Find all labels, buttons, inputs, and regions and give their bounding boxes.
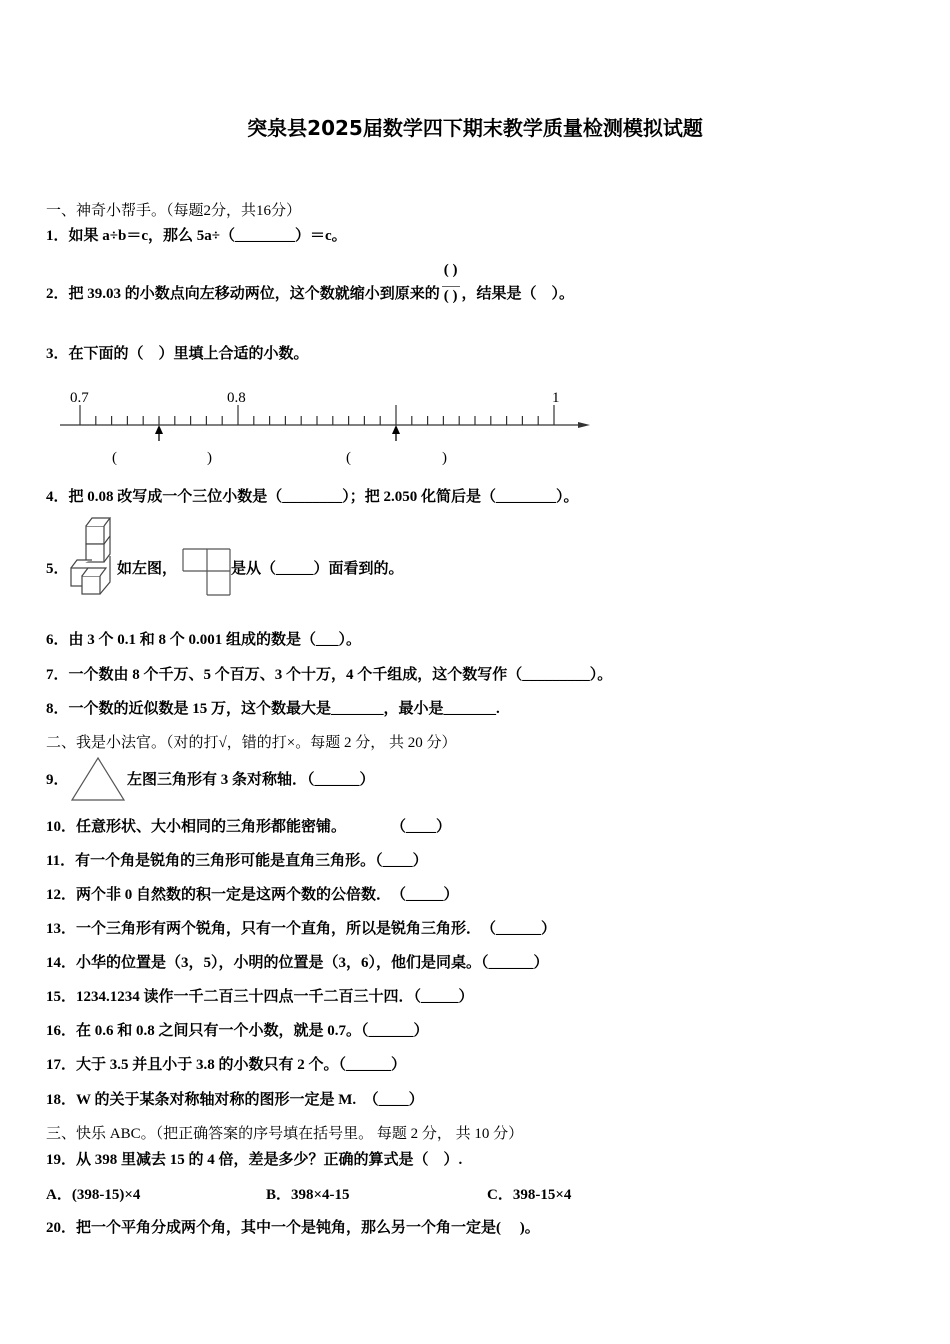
- question-11: 11．有一个角是锐角的三角形可能是直角三角形。（____）: [46, 853, 428, 869]
- question-15: 15．1234.1234 读作一千二百三十四点一千二百三十四．（_____）: [46, 989, 474, 1005]
- section-1-heading: 一、神奇小帮手。（每题2分，共16分）: [46, 203, 302, 219]
- question-6: 6．由 3 个 0.1 和 8 个 0.001 组成的数是（___）。: [46, 632, 362, 648]
- axis-arrow-icon: [578, 422, 590, 428]
- question-5-text-1: 如左图，: [117, 561, 178, 577]
- question-1: 1．如果 a÷b＝c，那么 5a÷（________）＝c。: [46, 228, 347, 244]
- page-title: 突泉县2025届数学四下期末教学质量检测模拟试题: [247, 116, 703, 140]
- answer-blank-close: ): [207, 450, 212, 466]
- question-14: 14．小华的位置是（3，5），小明的位置是（3，6），他们是同桌。（______）: [46, 955, 549, 971]
- answer-blank-close: ): [442, 450, 447, 466]
- number-line: [50, 380, 610, 475]
- question-3: 3．在下面的（ ）里填上合适的小数。: [46, 346, 309, 362]
- triangle-figure: [70, 756, 126, 802]
- question-8: 8．一个数的近似数是 15 万，这个数最大是_______，最小是_______.: [46, 701, 500, 717]
- question-2-text: 2．把 39.03 的小数点向左移动两位，这个数就缩小到原来的: [46, 286, 440, 302]
- question-4: 4．把 0.08 改写成一个三位小数是（________）；把 2.050 化简后是（________）。: [46, 489, 579, 505]
- cube-stack-figure: [70, 516, 118, 596]
- fraction-numerator[interactable]: ( ): [443, 262, 458, 278]
- question-13: 13．一个三角形有两个锐角，只有一个直角，所以是锐角三角形． （______）: [46, 921, 557, 937]
- question-5-number: 5．: [46, 561, 69, 577]
- question-10: 10．任意形状、大小相同的三角形都能密铺。 （____）: [46, 819, 452, 835]
- number-line-label: 0.8: [227, 390, 246, 406]
- option-a[interactable]: A．(398-15)×4: [46, 1187, 141, 1203]
- question-16: 16．在 0.6 和 0.8 之间只有一个小数，就是 0.7。（______）: [46, 1023, 429, 1039]
- fraction: [442, 262, 460, 306]
- question-7: 7．一个数由 8 个千万、5 个百万、3 个十万，4 个千组成，这个数写作（_________）。: [46, 667, 613, 683]
- answer-blank-open[interactable]: (: [346, 450, 351, 466]
- pointer-arrow-icon: [155, 425, 163, 434]
- question-2: [46, 262, 575, 306]
- question-5-text-2: 是从（_____）面看到的。: [231, 561, 404, 577]
- answer-blank-open[interactable]: (: [112, 450, 117, 466]
- section-3-heading: 三、快乐 ABC。（把正确答案的序号填在括号里。 每题 2 分， 共 10 分）: [46, 1126, 524, 1142]
- question-18: 18．W 的关于某条对称轴对称的图形一定是 M. （____）: [46, 1092, 424, 1108]
- question-20: 20．把一个平角分成两个角，其中一个是钝角，那么另一个角一定是( )。: [46, 1220, 540, 1236]
- number-line-label: 1: [552, 390, 560, 406]
- question-12: 12．两个非 0 自然数的积一定是这两个数的公倍数． （_____）: [46, 887, 459, 903]
- question-9-text: 左图三角形有 3 条对称轴．（______）: [127, 772, 375, 788]
- number-line-marks: [60, 405, 590, 441]
- option-b[interactable]: B．398×4-15: [266, 1187, 350, 1203]
- number-line-label: 0.7: [70, 390, 89, 406]
- pointer-arrow-icon: [392, 425, 400, 434]
- top-view-figure: [182, 548, 232, 596]
- question-9-number: 9．: [46, 772, 69, 788]
- section-2-heading: 二、我是小法官。（对的打√，错的打×。每题 2 分， 共 20 分）: [46, 735, 457, 751]
- question-2-tail: ，结果是（ ）。: [461, 286, 575, 302]
- option-c[interactable]: C．398-15×4: [487, 1187, 572, 1203]
- question-17: 17．大于 3.5 并且小于 3.8 的小数只有 2 个。（______）: [46, 1057, 407, 1073]
- question-19: 19．从 398 里减去 15 的 4 倍，差是多少？正确的算式是（ ）.: [46, 1152, 463, 1168]
- fraction-denominator[interactable]: ( ): [443, 288, 458, 304]
